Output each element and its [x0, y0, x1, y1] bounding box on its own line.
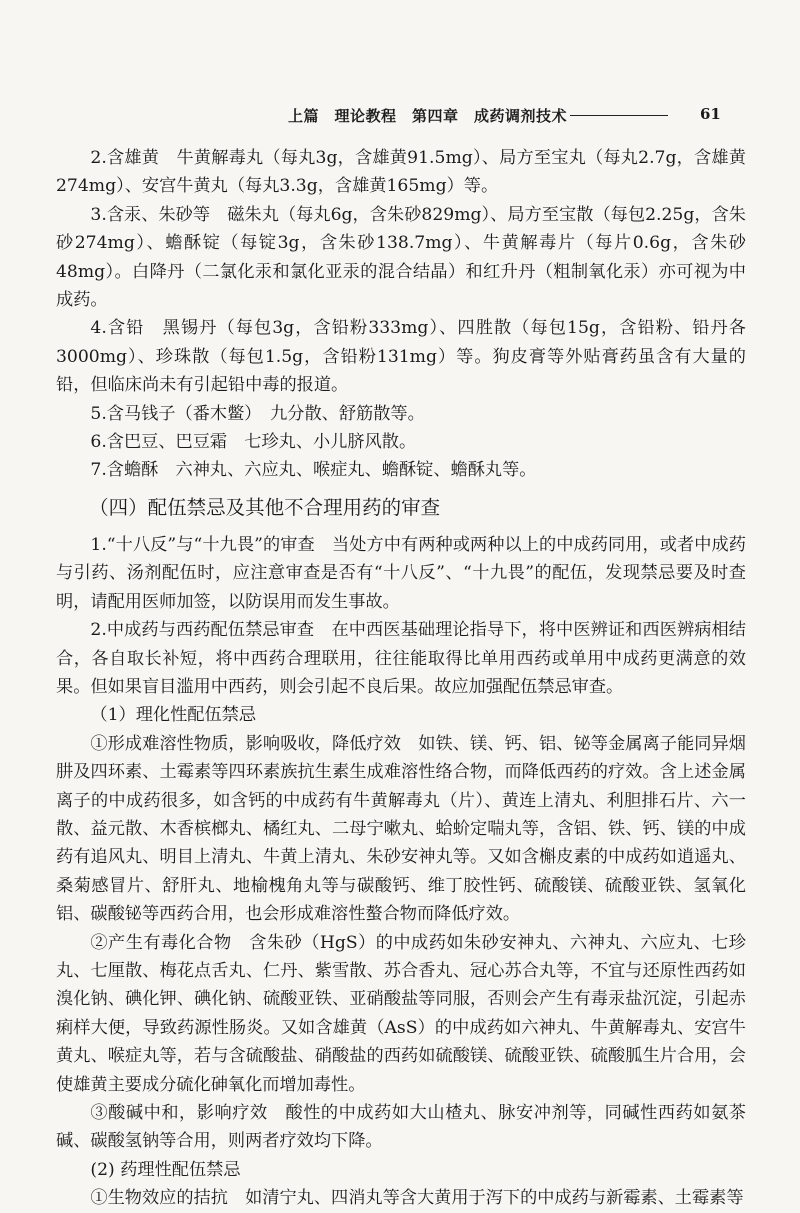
- paragraph-toxic-compounds: ②产生有毒化合物 含朱砂（HgS）的中成药如朱砂安神丸、六神丸、六应丸、七珍丸、七厘散、梅花点舌丸、仁丹、紫雪散、苏合香丸、冠心苏合丸等，不宜与还原性西药如溴化钠、碘化钾、碘化钠、硫酸亚铁、亚硝酸盐等同服，否则会产生有毒汞盐沉淀，引起赤痢样大便，导致药源性肠炎。又如含雄黄（AsS）的中成药如六神丸、牛黄解毒丸、安宫牛黄丸、喉症丸等，若与含硫酸盐、硝酸盐的西药如硫酸镁、硫酸亚铁、硫酸胍生片合用，会使雄黄主要成分硫化砷氧化而增加毒性。: [56, 932, 746, 1095]
- paragraph-insoluble: ①形成难溶性物质，影响吸收，降低疗效 如铁、镁、钙、铝、铋等金属离子能同异烟肼及四环素、土霉素等四环素族抗生素生成难溶性络合物，而降低西药的疗效。含上述金属离子的中成药很多，如含钙的中成药有牛黄解毒丸（片）、黄连上清丸、利胆排石片、六一散、益元散、木香槟榔丸、橘红丸、二母宁嗽丸、蛤蚧定喘丸等，含铝、铁、钙、镁的中成药有追风丸、明目上清丸、牛黄上清丸、朱砂安神丸等。又如含槲皮素的中成药如逍遥丸、桑菊感冒片、舒肝丸、地榆槐角丸等与碳酸钙、维丁胶性钙、硫酸镁、硫酸亚铁、氢氧化铝、碳酸铋等西药合用，也会形成难溶性螯合物而降低疗效。: [56, 733, 746, 925]
- section-heading: （四）配伍禁忌及其他不合理用药的审查: [89, 495, 441, 519]
- page-number: 61: [700, 105, 721, 123]
- paragraph-croton: 6.含巴豆、巴豆霜 七珍丸、小儿脐风散。: [90, 432, 417, 453]
- subheading-pharmacological: (2) 药理性配伍禁忌: [90, 1159, 241, 1180]
- running-header: [0, 102, 800, 130]
- paragraph-antagonism: ①生物效应的拮抗 如清宁丸、四消丸等含大黄用于泻下的中成药与新霉素、土霉素等: [90, 1188, 744, 1209]
- paragraph-western-combination: 2.中成药与西药配伍禁忌审查 在中西医基础理论指导下，将中医辨证和西医辨病相结合，各自取长补短，将中西药合理联用，往往能取得比单用西药或单用中成药更满意的效果。但如果盲目滥用中西药，则会引起不良后果。故应加强配伍禁忌审查。: [56, 620, 746, 697]
- paragraph-strychnos: 5.含马钱子（番木鳖） 九分散、舒筋散等。: [90, 403, 425, 424]
- paragraph-lead: 4.含铅 黑锡丹（每包3g，含铅粉333mg）、四胜散（每包15g，含铅粉、铅丹各3000mg）、珍珠散（每包1.5g，含铅粉131mg）等。狗皮膏等外贴膏药虽含有大量的铅，但临床尚未有引起铅中毒的报道。: [56, 318, 746, 396]
- paragraph-eighteen-nineteen: 1.“十八反”与“十九畏”的审查 当处方中有两种或两种以上的中成药同用，或者中成药与引药、汤剂配伍时，应注意审查是否有“十八反”、“十九畏”的配伍，发现禁忌要及时查明，请配用医师加签，以防误用而发生事故。: [56, 534, 746, 612]
- paragraph-acid-base: ③酸碱中和，影响疗效 酸性的中成药如大山楂丸、脉安冲剂等，同碱性西药如氨茶碱、碳酸氢钠等合用，则两者疗效均下降。: [56, 1103, 746, 1152]
- header-rule: [570, 115, 668, 116]
- running-title: 上篇 理论教程 第四章 成药调剂技术: [288, 107, 568, 125]
- paragraph-mercury-cinnabar: 3.含汞、朱砂等 磁朱丸（每丸6g，含朱砂829mg）、局方至宝散（每包2.25g，含朱砂274mg）、蟾酥锭（每锭3g，含朱砂138.7mg）、牛黄解毒片（每片0.6g，含朱砂48mg）。白降丹（二氯化汞和氯化亚汞的混合结晶）和红升丹（粗制氧化汞）亦可视为中成药。: [56, 204, 746, 311]
- page-body: [56, 144, 746, 1213]
- paragraph-toad-venom: 7.含蟾酥 六神丸、六应丸、喉症丸、蟾酥锭、蟾酥丸等。: [90, 460, 537, 481]
- subheading-physicochemical: （1）理化性配伍禁忌: [90, 705, 257, 726]
- paragraph-realgar: 2.含雄黄 牛黄解毒丸（每丸3g，含雄黄91.5mg）、局方至宝丸（每丸2.7g，含雄黄274mg）、安宫牛黄丸（每丸3.3g，含雄黄165mg）等。: [56, 148, 746, 197]
